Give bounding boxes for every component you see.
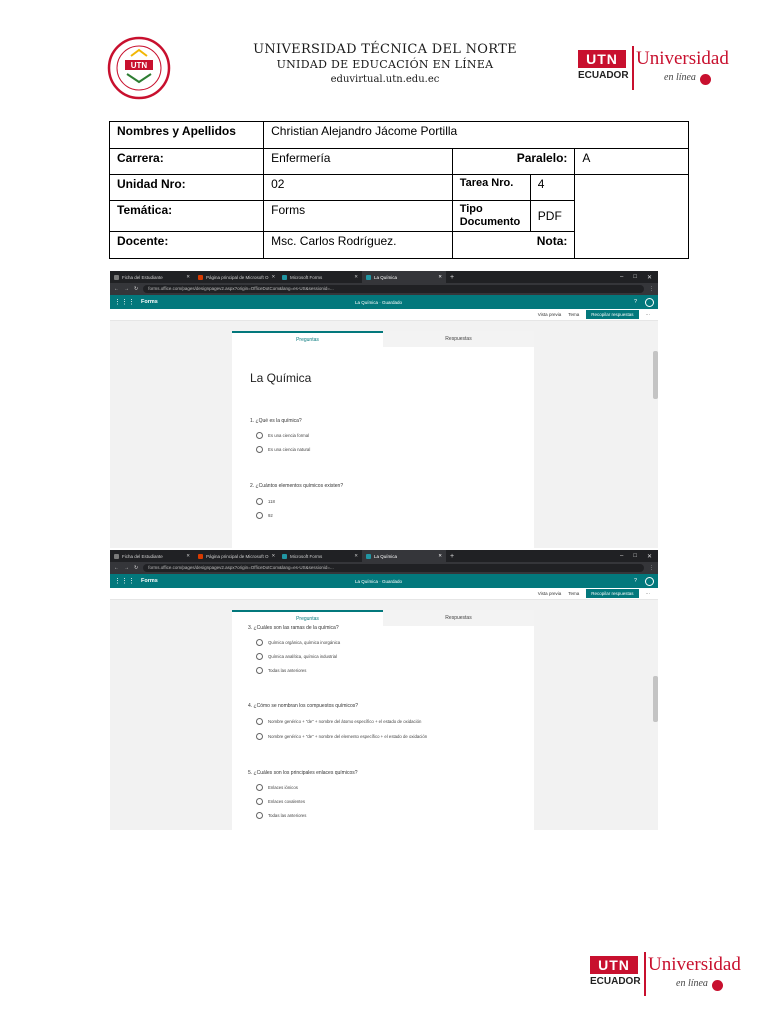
unit-value: 02	[264, 175, 453, 201]
option[interactable]: Es una ciencia formal	[256, 432, 309, 439]
logo-universidad: Universidad	[648, 954, 741, 975]
page-icon	[114, 275, 119, 280]
maximize-icon[interactable]: □	[633, 553, 637, 559]
option[interactable]: Química analítica, química industrial	[256, 653, 337, 660]
avatar[interactable]	[645, 577, 654, 586]
logo-en-linea: en línea	[664, 72, 696, 83]
browser-urlbar	[110, 283, 658, 295]
unit-label: Unidad Nro:	[110, 175, 264, 201]
utn-logo-country: ECUADOR	[578, 70, 629, 81]
collect-responses-button[interactable]: Recopilar respuestas	[586, 589, 638, 598]
forms-appbar	[110, 295, 658, 309]
tab-questions[interactable]: Preguntas	[232, 610, 383, 626]
window-close-icon[interactable]: ✕	[646, 553, 652, 560]
utn-logo-bottom	[590, 948, 740, 1004]
radio-icon[interactable]	[256, 639, 263, 646]
browser-tab[interactable]: Página principal de Microsoft O ✕	[194, 550, 278, 562]
doc-type-label: Tipo Documento	[452, 201, 530, 232]
preview-button[interactable]: Vista previa	[537, 591, 562, 596]
option[interactable]: Nombre genérico + "de" + nombre del átomo específico + el estado de oxidación	[256, 718, 421, 725]
forms-icon	[282, 554, 287, 559]
browser-tabbar	[110, 550, 658, 562]
form-tabs	[232, 610, 534, 626]
unit-name: UNIDAD DE EDUCACIÓN EN LÍNEA	[276, 58, 494, 71]
page-icon	[114, 554, 119, 559]
address-bar[interactable]: forms.office.com/pages/designpagev2.aspx?origin=OfficeDotCom&lang=es-US&sessionid=...	[143, 564, 644, 572]
option[interactable]: Todas las anteriores	[256, 667, 306, 674]
command-bar	[110, 588, 658, 600]
career-value: Enfermería	[264, 149, 453, 175]
name-label: Nombres y Apellidos	[110, 122, 264, 149]
question-text[interactable]: 5. ¿Cuáles son los principales enlaces químicos?	[248, 770, 358, 776]
reload-icon[interactable]: ↻	[134, 286, 139, 292]
form-title[interactable]: La Química	[250, 371, 312, 385]
topic-label: Temática:	[110, 201, 264, 232]
form-title-bar: La Química · Guardado	[355, 578, 403, 584]
forms-screenshot-1	[110, 271, 658, 548]
forms-icon	[282, 275, 287, 280]
option[interactable]: Enlaces iónicos	[256, 784, 298, 791]
window-controls	[620, 550, 658, 562]
tab-responses[interactable]: Respuestas	[383, 331, 534, 347]
logo-en-linea: en línea	[676, 978, 708, 989]
logo-dot-icon	[712, 980, 723, 991]
utn-logo-country: ECUADOR	[590, 976, 641, 987]
task-value: 4	[530, 175, 575, 201]
logo-universidad: Universidad	[636, 48, 729, 69]
forms-icon	[366, 554, 371, 559]
app-name[interactable]: Forms	[141, 578, 158, 584]
theme-button[interactable]: Tema	[568, 591, 580, 596]
radio-icon[interactable]	[256, 498, 263, 505]
name-value: Christian Alejandro Jácome Portilla	[264, 122, 689, 149]
forms-appbar	[110, 574, 658, 588]
option[interactable]: Nombre genérico + "de" + nombre del elemento específico + el estado de oxidación	[256, 733, 427, 740]
topic-value: Forms	[264, 201, 453, 232]
doc-type-value: PDF	[530, 201, 575, 232]
more-options-icon[interactable]: ⋯	[645, 311, 650, 317]
radio-icon[interactable]	[256, 432, 263, 439]
browser-tab-active[interactable]: La Química ✕	[362, 550, 446, 562]
close-icon[interactable]: ✕	[438, 553, 442, 558]
radio-icon[interactable]	[256, 446, 263, 453]
more-options-icon[interactable]: ⋯	[645, 590, 650, 596]
close-icon[interactable]: ✕	[354, 274, 358, 279]
logo-dot-icon	[700, 74, 711, 85]
question-text[interactable]: 4. ¿Cómo se nombran los compuestos químicos?	[248, 703, 359, 709]
scrollbar[interactable]	[653, 676, 658, 722]
form-title-bar: La Química · Guardado	[355, 299, 403, 305]
office-icon	[198, 275, 203, 280]
close-icon[interactable]: ✕	[271, 274, 276, 279]
app-name[interactable]: Forms	[141, 299, 158, 305]
forward-icon[interactable]: →	[124, 565, 129, 571]
address-bar[interactable]: forms.office.com/pages/designpagev2.aspx?origin=OfficeDotCom&lang=es-US&sessionid=...	[143, 285, 644, 293]
preview-button[interactable]: Vista previa	[537, 312, 562, 317]
close-icon[interactable]: ✕	[186, 274, 190, 279]
logo-divider	[632, 46, 634, 90]
radio-icon[interactable]	[256, 812, 263, 819]
university-seal	[107, 36, 171, 100]
collect-responses-button[interactable]: Recopilar respuestas	[586, 310, 638, 319]
browser-tab[interactable]: Ficha del Estudiante ✕	[110, 271, 194, 283]
question-text[interactable]: 3. ¿Cuáles son las ramas de la química?	[248, 625, 339, 631]
form-card	[232, 331, 534, 548]
forms-icon	[366, 275, 371, 280]
browser-urlbar	[110, 562, 658, 574]
office-icon	[198, 554, 203, 559]
teacher-value: Msc. Carlos Rodríguez.	[264, 232, 453, 259]
menu-icon[interactable]: ⋮	[649, 286, 654, 292]
help-icon[interactable]: ?	[633, 578, 637, 584]
command-bar	[110, 309, 658, 321]
browser-tab[interactable]: Microsoft Forms ✕	[278, 550, 362, 562]
browser-tab-active[interactable]: La Química ✕	[362, 271, 446, 283]
close-icon[interactable]: ✕	[186, 553, 190, 558]
utn-logo-mark: UTN	[590, 956, 638, 974]
radio-icon[interactable]	[256, 784, 263, 791]
utn-logo-mark: UTN	[578, 50, 626, 68]
radio-icon[interactable]	[256, 512, 263, 519]
browser-tab[interactable]: Ficha del Estudiante ✕	[110, 550, 194, 562]
grade-label: Nota:	[452, 232, 575, 259]
form-stage	[110, 600, 658, 830]
browser-tab[interactable]: Página principal de Microsoft O ✕	[194, 271, 278, 283]
logo-divider	[644, 952, 646, 996]
radio-icon[interactable]	[256, 798, 263, 805]
tab-responses[interactable]: Respuestas	[383, 610, 534, 626]
website: eduvirtual.utn.edu.ec	[330, 74, 440, 85]
close-icon[interactable]: ✕	[354, 553, 358, 558]
career-label: Carrera:	[110, 149, 264, 175]
utn-logo-top	[578, 42, 728, 98]
blank-cell	[575, 175, 689, 259]
option[interactable]: 92	[256, 512, 273, 519]
parallel-value: A	[575, 149, 689, 175]
student-info-table	[109, 121, 689, 259]
back-icon[interactable]: ←	[114, 565, 119, 571]
form-card	[232, 610, 534, 830]
browser-tabbar	[110, 271, 658, 283]
university-name: UNIVERSIDAD TÉCNICA DEL NORTE	[253, 42, 517, 57]
radio-icon[interactable]	[256, 667, 263, 674]
new-tab-icon[interactable]: +	[450, 273, 455, 281]
header-text	[230, 42, 540, 87]
form-stage	[110, 321, 658, 548]
task-label: Tarea Nro.	[452, 175, 530, 201]
minimize-icon[interactable]: –	[620, 274, 624, 280]
option[interactable]: Todas las anteriores	[256, 812, 306, 819]
option[interactable]: 118	[256, 498, 275, 505]
close-icon[interactable]: ✕	[271, 553, 276, 558]
window-controls	[620, 271, 658, 283]
avatar[interactable]	[645, 298, 654, 307]
app-launcher-icon[interactable]: ⋮⋮⋮	[114, 578, 135, 585]
option[interactable]: Química orgánica, química inorgánica	[256, 639, 340, 646]
menu-icon[interactable]: ⋮	[649, 565, 654, 571]
minimize-icon[interactable]: –	[620, 553, 624, 559]
radio-icon[interactable]	[256, 718, 263, 725]
scrollbar[interactable]	[653, 351, 658, 399]
theme-button[interactable]: Tema	[568, 312, 580, 317]
reload-icon[interactable]: ↻	[134, 565, 139, 571]
forms-screenshot-2	[110, 550, 658, 830]
question-text[interactable]: 2. ¿Cuántos elementos químicos existen?	[250, 483, 344, 489]
help-icon[interactable]: ?	[633, 299, 637, 305]
option[interactable]: Es una ciencia natural	[256, 446, 310, 453]
window-close-icon[interactable]: ✕	[646, 274, 652, 281]
form-tabs	[232, 331, 534, 347]
svg-text:UTN: UTN	[130, 61, 148, 70]
parallel-label: Paralelo:	[452, 149, 575, 175]
close-icon[interactable]: ✕	[438, 274, 442, 279]
back-icon[interactable]: ←	[114, 286, 119, 292]
new-tab-icon[interactable]: +	[450, 552, 455, 560]
maximize-icon[interactable]: □	[633, 274, 637, 280]
forward-icon[interactable]: →	[124, 286, 129, 292]
app-launcher-icon[interactable]: ⋮⋮⋮	[114, 299, 135, 306]
option[interactable]: Enlaces covalentes	[256, 798, 305, 805]
teacher-label: Docente:	[110, 232, 264, 259]
radio-icon[interactable]	[256, 733, 263, 740]
radio-icon[interactable]	[256, 653, 263, 660]
tab-questions[interactable]: Preguntas	[232, 331, 383, 347]
question-text[interactable]: 1. ¿Qué es la química?	[250, 418, 302, 424]
browser-tab[interactable]: Microsoft Forms ✕	[278, 271, 362, 283]
